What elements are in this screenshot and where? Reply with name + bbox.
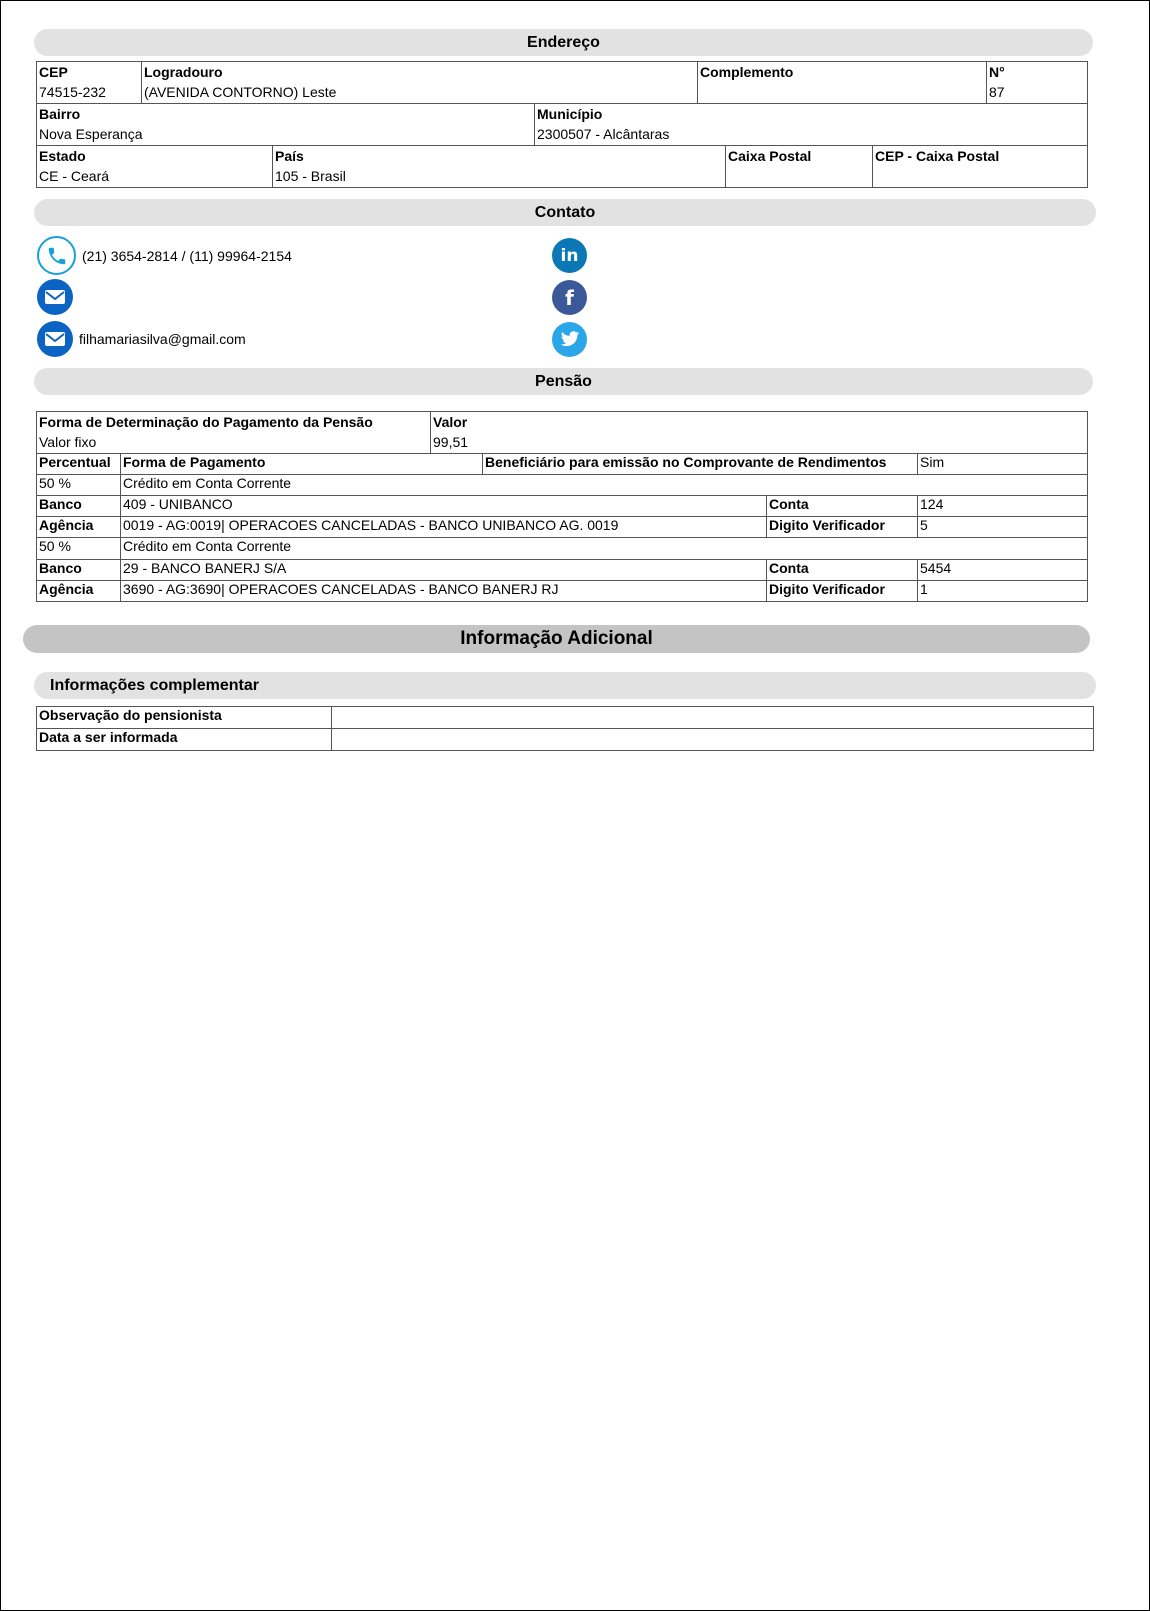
payment-row [37,538,1088,560]
address-table-row1 [36,61,1088,104]
forma-pagamento-header: Forma de Pagamento [121,454,483,475]
phone-numbers: (21) 3654-2814 / (11) 99964-2154 [82,247,292,264]
digito-label: Digito Verificador [767,581,918,602]
email-value-2: filhamariasilva@gmail.com [79,331,246,347]
agency-row [37,517,1088,538]
bank-row [37,560,1088,581]
beneficiario-header: Beneficiário para emissão no Comprovante de Rendimentos [483,454,918,475]
pais-value: 105 - Brasil [275,168,346,184]
pension-determination-table [36,411,1088,454]
numero-label: N° [989,64,1005,80]
forma-determinacao-label: Forma de Determinação do Pagamento da Pensão [39,414,373,430]
facebook-icon[interactable]: f [552,280,587,315]
banco-value: 29 - BANCO BANERJ S/A [121,560,767,581]
email-icon [37,321,73,357]
percentual-value: 50 % [37,475,121,496]
cep-caixa-postal-label: CEP - Caixa Postal [875,148,1000,164]
bank-row [37,496,1088,517]
observacao-label: Observação do pensionista [37,707,332,729]
banco-value: 409 - UNIBANCO [121,496,767,517]
numero-value: 87 [989,84,1005,100]
payment-row [37,475,1088,496]
bairro-label: Bairro [39,106,81,122]
valor-label: Valor [433,414,468,430]
caixa-postal-label: Caixa Postal [728,148,812,164]
phone-row [37,236,292,275]
estado-cell [37,146,273,188]
forma-pagamento-value: Crédito em Conta Corrente [121,538,1088,560]
complemento-label: Complemento [700,64,794,80]
email-icon [37,279,73,315]
forma-determinacao-cell [37,412,431,454]
banco-label: Banco [37,560,121,581]
pension-payment-table [36,453,1088,602]
pais-label: País [275,148,304,164]
conta-value: 5454 [918,560,1088,581]
section-header-contato: Contato [34,199,1096,226]
percentual-value: 50 % [37,538,121,560]
payment-header-row [37,454,1088,475]
cep-cell [37,62,142,104]
conta-label: Conta [767,560,918,581]
complemento-cell [698,62,987,104]
agencia-value: 0019 - AG:0019| OPERACOES CANCELADAS - BANCO UNIBANCO AG. 0019 [121,517,767,538]
data-informada-value [332,729,1094,751]
forma-determinacao-value: Valor fixo [39,434,97,450]
agencia-label: Agência [37,517,121,538]
section-header-pensao: Pensão [34,368,1093,395]
digito-value: 1 [918,581,1088,602]
twitter-icon[interactable] [552,322,587,357]
valor-cell [431,412,1088,454]
logradouro-cell [142,62,698,104]
cep-caixa-postal-cell [873,146,1088,188]
municipio-cell [535,104,1088,146]
valor-value: 99,51 [433,434,469,450]
cep-label: CEP [39,64,68,80]
subsection-header-informacoes-complementar: Informações complementar [34,672,1096,699]
estado-label: Estado [39,148,86,164]
logradouro-label: Logradouro [144,64,223,80]
numero-cell [987,62,1088,104]
bairro-value: Nova Esperança [39,126,143,142]
estado-value: CE - Ceará [39,168,110,184]
digito-value: 5 [918,517,1088,538]
email-row-2 [37,321,246,357]
logradouro-value: (AVENIDA CONTORNO) Leste [144,84,337,100]
municipio-value: 2300507 - Alcântaras [537,126,670,142]
agencia-label: Agência [37,581,121,602]
conta-value: 124 [918,496,1088,517]
address-table-row3 [36,145,1088,188]
beneficiario-value: Sim [918,454,1088,475]
banco-label: Banco [37,496,121,517]
phone-icon [37,236,76,275]
municipio-label: Município [537,106,603,122]
agencia-value: 3690 - AG:3690| OPERACOES CANCELADAS - BANCO BANERJ RJ [121,581,767,602]
section-header-informacao-adicional: Informação Adicional [23,625,1090,653]
data-informada-label: Data a ser informada [37,729,332,751]
linkedin-icon[interactable]: in [552,238,587,273]
observacao-value [332,707,1094,729]
forma-pagamento-value: Crédito em Conta Corrente [121,475,1088,496]
digito-label: Digito Verificador [767,517,918,538]
pais-cell [273,146,726,188]
caixa-postal-cell [726,146,873,188]
percentual-header: Percentual [37,454,121,475]
conta-label: Conta [767,496,918,517]
address-table-row2 [36,103,1088,146]
bairro-cell [37,104,535,146]
agency-row [37,581,1088,602]
section-header-endereco: Endereço [34,29,1093,56]
cep-value: 74515-232 [39,84,106,100]
additional-info-table [36,706,1094,751]
email-row-1 [37,279,79,315]
